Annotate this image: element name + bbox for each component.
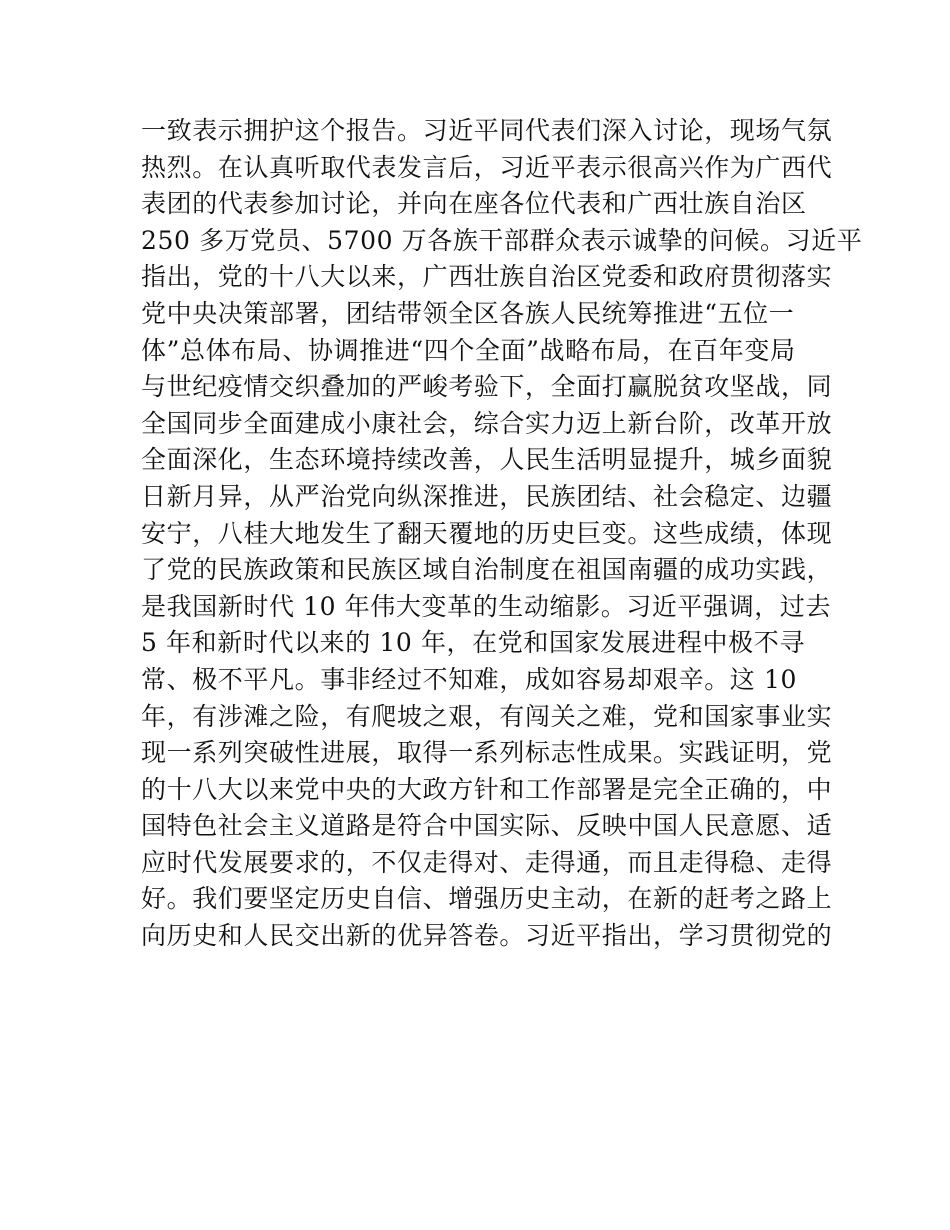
text-line: 应时代发展要求的，不仅走得对、走得通，而且走得稳、走得: [141, 847, 833, 877]
text-line: 5 年和新时代以来的 10 年，在党和国家发展进程中极不寻: [141, 628, 805, 658]
text-line: 一致表示拥护这个报告。习近平同代表们深入讨论，现场气氛: [141, 116, 833, 145]
text-line: 的十八大以来党中央的大政方针和工作部署是完全正确的，中: [141, 774, 833, 804]
text-line: 全面深化，生态环境持续改善，人民生活明显提升，城乡面貌: [141, 445, 833, 475]
text-line: 安宁，八桂大地发生了翻天覆地的历史巨变。这些成绩，体现: [141, 518, 833, 548]
text-line: 好。我们要坚定历史自信、增强历史主动，在新的赶考之路上: [141, 884, 833, 914]
text-line: 常、极不平凡。事非经过不知难，成如容易却艰辛。这 10: [141, 664, 797, 694]
text-line: 250 多万党员、5700 万各族干部群众表示诚挚的问候。习近平: [141, 225, 863, 255]
text-line: 日新月异，从严治党向纵深推进，民族团结、社会稳定、边疆: [141, 481, 833, 511]
text-line: 国特色社会主义道路是符合中国实际、反映中国人民意愿、适: [141, 811, 833, 841]
text-line: 全国同步全面建成小康社会，综合实力迈上新台阶，改革开放: [141, 408, 833, 438]
text-line: 与世纪疫情交织叠加的严峻考验下，全面打赢脱贫攻坚战，同: [141, 372, 833, 402]
text-line: 党中央决策部署，团结带领全区各族人民统筹推进“五位一: [141, 298, 795, 328]
text-line: 体”总体布局、协调推进“四个全面”战略布局，在百年变局: [141, 335, 796, 365]
text-line: 热烈。在认真听取代表发言后，习近平表示很高兴作为广西代: [141, 152, 833, 182]
text-line: 指出，党的十八大以来，广西壮族自治区党委和政府贯彻落实: [141, 262, 833, 292]
text-line: 表团的代表参加讨论，并向在座各位代表和广西壮族自治区: [141, 189, 807, 219]
text-line: 是我国新时代 10 年伟大变革的生动缩影。习近平强调，过去: [141, 591, 832, 621]
body-text: [141, 113, 863, 955]
text-line: 向历史和人民交出新的优异答卷。习近平指出，学习贯彻党的: [141, 921, 833, 951]
text-line: 现一系列突破性进展，取得一系列标志性成果。实践证明，党: [141, 738, 833, 768]
text-line: 了党的民族政策和民族区域自治制度在祖国南疆的成功实践，: [141, 555, 833, 585]
text-line: 年，有涉滩之险，有爬坡之艰，有闯关之难，党和国家事业实: [141, 701, 833, 731]
